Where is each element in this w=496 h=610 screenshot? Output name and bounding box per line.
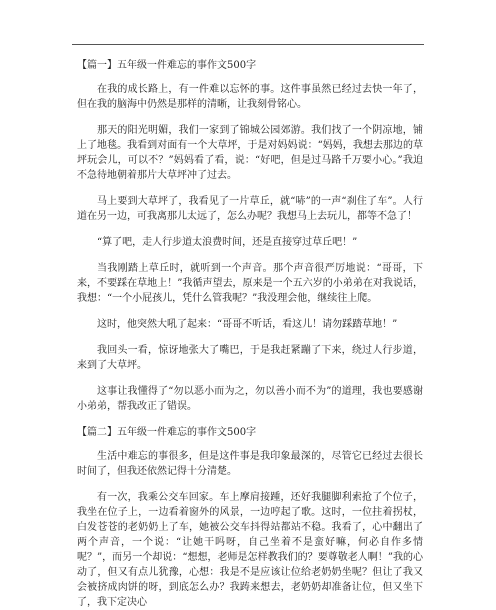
article-body [77, 58, 423, 610]
paragraph: 那天的阳光明媚，我们一家到了锦城公园郊游。我们找了一个阴凉地，铺上了地毯。我看到对面有一个大草坪，于是对妈妈说：“妈妈，我想去那边的草坪玩会儿，可以不？”妈妈看了看，说：“好吧，但是过马路千万要小心。”我迫不急待地朝着那片大草坪冲了过去。 [77, 125, 423, 181]
section-heading: 【篇二】五年级一件难忘的事作文500字 [77, 427, 257, 438]
paragraph: 有一次，我乘公交车回家。车上摩肩接踵，还好我腿脚利索抢了个位子，我坐在位子上，一边看着窗外的风景，一边哼起了歌。这时，一位拄着拐杖，白发苍苍的老奶奶上了车，她被公交车抖得站都站不稳。我看了，心中翻出了两个声音，一个说：“让她干吗呀，自己坐着不是蛮好嘛，何必自作多情呢？”，而另一个却说：“想想，老师是怎样教我们的？要尊敬老人啊！”我的心动了，但又有点儿犹豫，心想：我是不是应该让位给老奶奶坐呢？但让了我又会被挤成肉饼的呀，到底怎么办？我踌来想去，老奶奶却准备让位，但又坐下了，我下定决心 [77, 492, 423, 608]
paragraph: 在我的成长路上，有一件难以忘怀的事。这件事虽然已经过去快一年了，但在我的脑海中仍然是那样的清晰，让我刻骨铭心。 [77, 84, 423, 110]
paragraph: 这事让我懂得了“勿以恶小而为之，勿以善小而不为”的道理，我也要感谢小弟弟，帮我改正了错误。 [77, 386, 423, 412]
paragraph: 我回头一看，惊讶地张大了嘴巴，于是我赶紧蹦了下来，绕过人行步道，来到了大草坪。 [77, 345, 423, 371]
paragraph: 马上要到大草坪了，我看见了一片草丘，就“哧”的一声“刹住了车”。人行道在另一边，可我离那儿太远了，怎么办呢？我想马上去玩儿，都等不急了！ [77, 196, 423, 222]
header-rule [72, 44, 424, 45]
section-heading: 【篇一】五年级一件难忘的事作文500字 [77, 60, 257, 71]
paragraph: 这时，他突然大吼了起来：“哥哥不听话，看这儿！请勿踩踏草地！” [97, 319, 398, 330]
paragraph: “算了吧，走人行步道太浪费时间，还是直接穿过草丘吧！” [97, 237, 358, 248]
paragraph: 生活中难忘的事很多，但是这件事是我印象最深的，尽管它已经过去很长时间了，但我还依然记得十分清楚。 [77, 451, 423, 477]
paragraph: 当我刚踏上草丘时，就听到一个声音。那个声音很严厉地说：“哥哥，下来，不要踩在草地上！”我循声望去，原来是一个五六岁的小弟弟在对我说话，我想：“一个小屁孩儿，凭什么管我呢？”我没理会他，继续往上爬。 [77, 263, 423, 304]
